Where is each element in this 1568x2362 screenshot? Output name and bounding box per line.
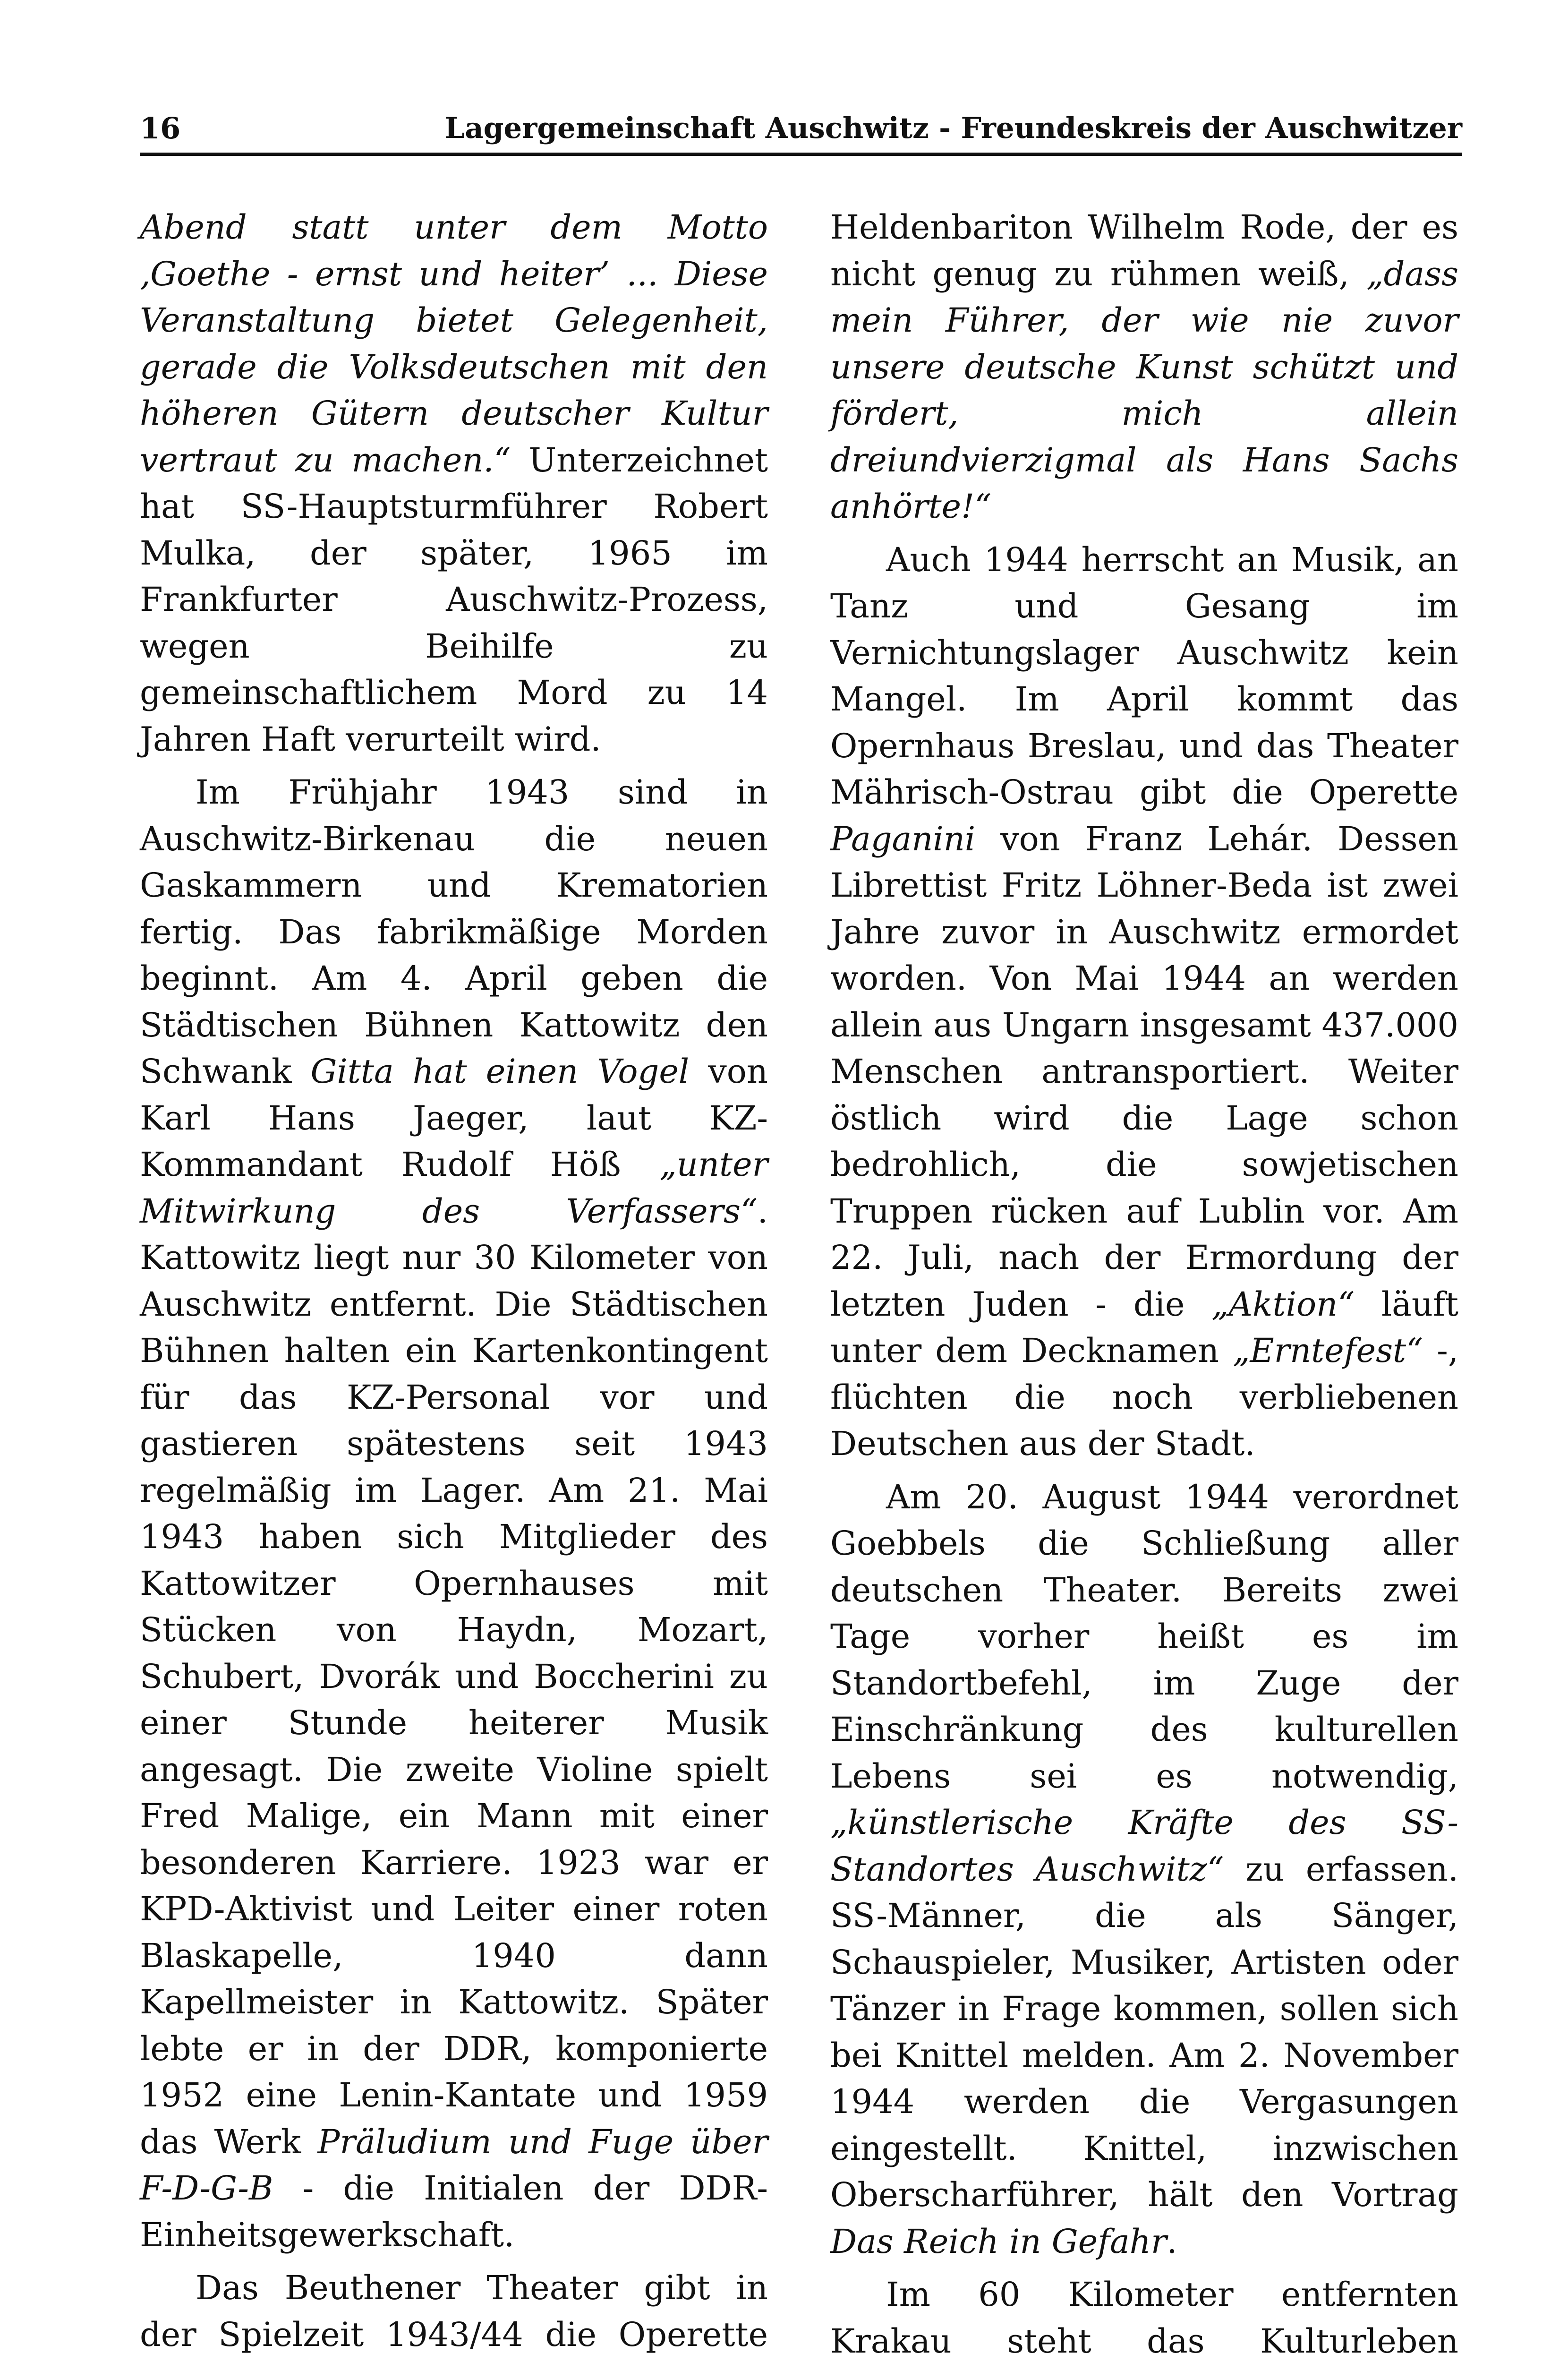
italic-title: Präludium und Fuge über F-D-G-B <box>140 2122 768 2208</box>
italic-quote: „Erntefest“ <box>1233 1331 1423 1370</box>
text-run: Im 60 Kilometer entfernten Krakau steht das Kulturleben <box>830 2275 1458 2361</box>
italic-quote: „unter Mitwirkung des Verfassers“ <box>140 1145 768 1231</box>
text-run: Auch 1944 herrscht an Musik, an Tanz und Gesang im Vernichtungslager Auschwitz kein Mangel. Im April kommt das Opernhaus Breslau, und das Theater Mährisch-Ostrau gibt die Operette <box>830 540 1458 812</box>
header-rule <box>140 153 1462 156</box>
paragraph <box>140 769 768 2258</box>
left-column <box>140 204 768 2354</box>
italic-title: Gitta hat einen Vogel <box>310 1052 690 1091</box>
paragraph <box>140 204 768 762</box>
italic-title: Das Reich in Gefahr <box>830 2222 1167 2261</box>
text-run: Heldenbariton Wilhelm Rode, der es nicht genug zu rühmen weiß, <box>830 208 1458 293</box>
text-run: zu erfassen. SS-Männer, die als Sänger, Schauspieler, Musiker, Artisten oder Tänzer in Frage kommen, sollen sich bei Knittel melden. Am 2. November 1944 werden die Vergasungen eingestellt. Knittel, inzwischen Oberscharführer, hält den Vortrag <box>830 1849 1458 2214</box>
page-header <box>140 110 1462 147</box>
text-run: Das Beuthener Theater gibt in der Spielzeit 1943/44 die Operette <box>140 2268 768 2354</box>
paragraph <box>830 537 1458 1467</box>
running-title: Lagergemeinschaft Auschwitz - Freundeskreis der Auschwitzer <box>444 111 1462 145</box>
paragraph <box>140 2265 768 2362</box>
text-run: - die Initialen der DDR-Einheitsgewerkschaft. <box>140 2169 768 2254</box>
italic-title: Paganini <box>830 819 976 858</box>
text-run: . <box>1167 2222 1177 2261</box>
paragraph <box>830 2271 1458 2362</box>
right-column <box>830 204 1459 2361</box>
text-run: -, flüchten die noch verbliebenen Deutschen aus der Stadt. <box>830 1331 1459 1463</box>
paragraph <box>830 204 1458 530</box>
text-run: läuft unter dem Decknamen <box>830 1284 1458 1370</box>
text-run: von Karl Hans Jaeger, laut KZ-Kommandant Rudolf Höß <box>140 1052 768 1184</box>
italic-quote: Abend statt unter dem Motto ‚Goethe - ernst und heiter’ ... Diese Veranstaltung bietet Gelegenheit, gerade die Volksdeutschen mit den höheren Gütern deutscher Kultur vertraut zu machen.“ <box>140 208 768 479</box>
text-run: Unterzeichnet hat SS-Hauptsturmführer Robert Mulka, der später, 1965 im Frankfurter Auschwitz-Prozess, wegen Beihilfe zu gemeinschaftlichem Mord zu 14 Jahren Haft verurteilt wird. <box>140 440 768 759</box>
italic-quote: „künstlerische Kräfte des SS-Standortes Auschwitz“ <box>830 1803 1458 1889</box>
text-run: Im Frühjahr 1943 sind in Auschwitz-Birkenau die neuen Gaskammern und Krematorien fertig. Das fabrikmäßige Morden beginnt. Am 4. April geben die Städtischen Bühnen Kattowitz den Schwank <box>140 773 768 1091</box>
italic-quote: „Aktion“ <box>1211 1284 1355 1324</box>
italic-quote: „dass mein Führer, der wie nie zuvor unsere deutsche Kunst schützt und fördert, mich allein dreiundvierzigmal als Hans Sachs anhörte!“ <box>830 254 1458 526</box>
page-number: 16 <box>140 111 181 145</box>
text-run: Am 20. August 1944 verordnet Goebbels die Schließung aller deutschen Theater. Bereits zwei Tage vorher heißt es im Standortbefehl, im Zuge der Einschränkung des kulturellen Lebens sei es notwendig, <box>830 1477 1458 1796</box>
paragraph <box>830 1474 1458 2265</box>
text-run: von Franz Lehár. Dessen Librettist Fritz Löhner-Beda ist zwei Jahre zuvor in Auschwitz ermordet worden. Von Mai 1944 an werden allein aus Ungarn insgesamt 437.000 Menschen antransportiert. Weiter östlich wird die Lage schon bedrohlich, die sowjetischen Truppen rücken auf Lublin vor. Am 22. Juli, nach der Ermordung der letzten Juden - die <box>830 819 1458 1324</box>
text-run: . Kattowitz liegt nur 30 Kilometer von Auschwitz entfernt. Die Städtischen Bühnen halten ein Kartenkontingent für das KZ-Personal vor und gastieren spätestens seit 1943 regelmäßig im Lager. Am 21. Mai 1943 haben sich Mitglieder des Kattowitzer Opernhauses mit Stücken von Haydn, Mozart, Schubert, Dvorák und Boccherini zu einer Stunde heiterer Musik angesagt. Die zweite Violine spielt Fred Malige, ein Mann mit einer besonderen Karriere. 1923 war er KPD-Aktivist und Leiter einer roten Blaskapelle, 1940 dann Kapellmeister in Kattowitz. Später lebte er in der DDR, komponierte 1952 eine Lenin-Kantate und 1959 das Werk <box>140 1191 768 2161</box>
